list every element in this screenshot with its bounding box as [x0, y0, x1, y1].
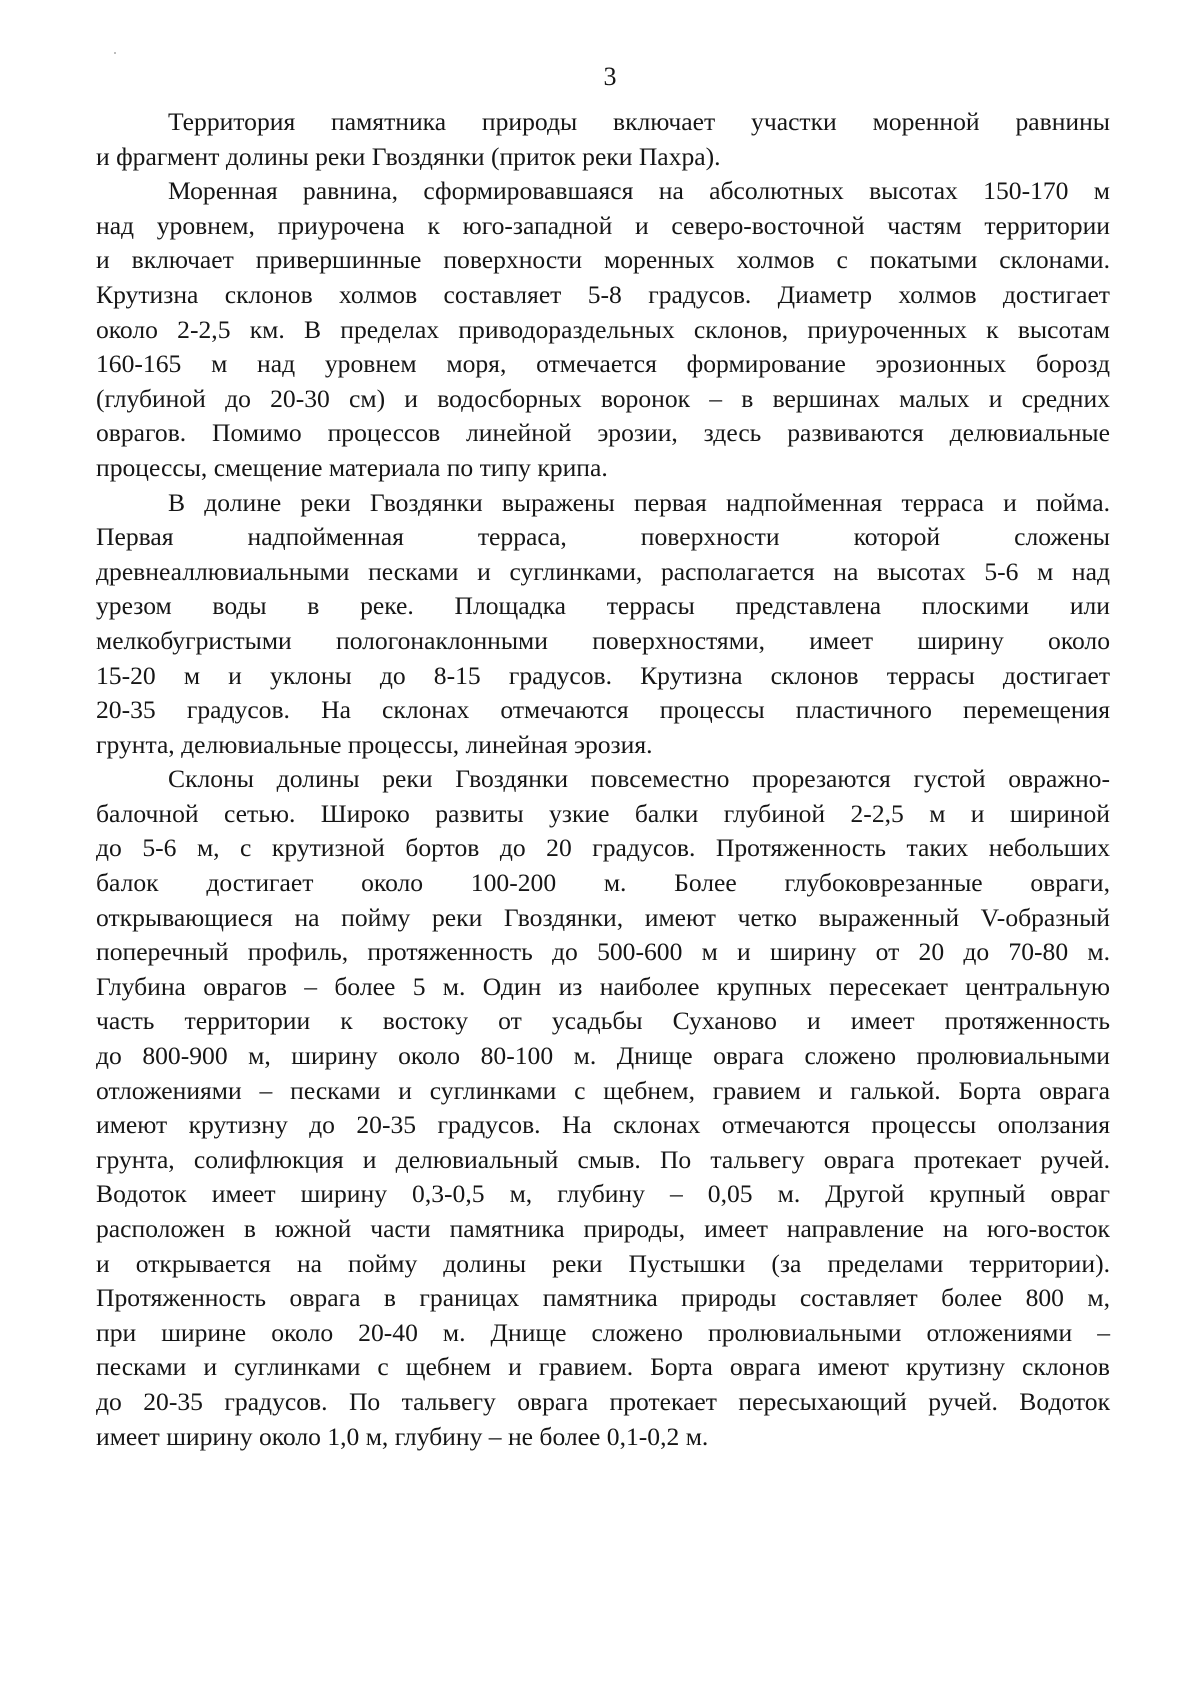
- text-line: Территория памятника природы включает участки моренной равнины: [168, 107, 1110, 136]
- paragraph-1: [96, 105, 1110, 174]
- text-line: грунта, делювиальные процессы, линейная эрозия.: [96, 729, 653, 759]
- scan-speck: [114, 52, 116, 54]
- text-line: около 2-2,5 км. В пределах приводораздельных склонов, приуроченных к высотам: [96, 314, 1110, 344]
- text-line: имеют крутизну до 20-35 градусов. На склонах отмечаются процессы оползания: [96, 1110, 1110, 1140]
- paragraph-4: [96, 762, 1110, 1454]
- text-line: часть территории к востоку от усадьбы Суханово и имеет протяженность: [96, 1006, 1110, 1036]
- text-line: отложениями – песками и суглинками с щебнем, гравием и галькой. Борта оврага: [96, 1075, 1110, 1105]
- text-line: Первая надпойменная терраса, поверхности которой сложены: [96, 522, 1110, 552]
- text-line: В долине реки Гвоздянки выражены первая надпойменная терраса и пойма.: [168, 487, 1110, 517]
- text-line: над уровнем, приурочена к юго-западной и северо-восточной частям территории: [96, 210, 1110, 240]
- page-number: 3: [603, 62, 617, 91]
- text-line: балочной сетью. Широко развиты узкие балки глубиной 2-2,5 м и шириной: [96, 798, 1110, 828]
- text-line: древнеаллювиальными песками и суглинками, располагается на высотах 5-6 м над: [96, 556, 1110, 586]
- text-line: (глубиной до 20-30 см) и водосборных воронок – в вершинах малых и средних: [96, 383, 1110, 413]
- text-line: процессы, смещение материала по типу крипа.: [96, 452, 608, 482]
- text-line: Протяженность оврага в границах памятника природы составляет более 800 м,: [96, 1283, 1110, 1313]
- text-line: песками и суглинками с щебнем и гравием. Борта оврага имеют крутизну склонов: [96, 1352, 1110, 1382]
- text-line: до 20-35 градусов. По тальвегу оврага протекает пересыхающий ручей. Водоток: [96, 1386, 1110, 1416]
- text-line: 160-165 м над уровнем моря, отмечается формирование эрозионных борозд: [96, 349, 1110, 379]
- text-line: поперечный профиль, протяженность до 500-600 м и ширину от 20 до 70-80 м.: [96, 937, 1110, 967]
- text-line: оврагов. Помимо процессов линейной эрозии, здесь развиваются делювиальные: [96, 418, 1110, 448]
- text-line: грунта, солифлюкция и делювиальный смыв. По тальвегу оврага протекает ручей.: [96, 1144, 1110, 1174]
- text-line: имеет ширину около 1,0 м, глубину – не более 0,1-0,2 м.: [96, 1421, 709, 1451]
- paragraph-3: [96, 486, 1110, 763]
- document-body: [96, 105, 1110, 1454]
- paragraph-2: [96, 174, 1110, 485]
- text-line: Склоны долины реки Гвоздянки повсеместно прорезаются густой овражно-: [168, 764, 1110, 794]
- text-line: 20-35 градусов. На склонах отмечаются процессы пластичного перемещения: [96, 695, 1110, 725]
- text-line: урезом воды в реке. Площадка террасы представлена плоскими или: [96, 591, 1110, 621]
- text-line: Моренная равнина, сформировавшаяся на абсолютных высотах 150-170 м: [168, 176, 1110, 206]
- text-line: Крутизна склонов холмов составляет 5-8 градусов. Диаметр холмов достигает: [96, 279, 1110, 309]
- text-line: 15-20 м и уклоны до 8-15 градусов. Крутизна склонов террасы достигает: [96, 660, 1110, 690]
- text-line: Глубина оврагов – более 5 м. Один из наиболее крупных пересекает центральную: [96, 971, 1110, 1001]
- text-line: открывающиеся на пойму реки Гвоздянки, имеют четко выраженный V-образный: [96, 902, 1110, 932]
- text-line: Водоток имеет ширину 0,3-0,5 м, глубину – 0,05 м. Другой крупный овраг: [96, 1179, 1110, 1209]
- text-line: и фрагмент долины реки Гвоздянки (приток реки Пахра).: [96, 141, 721, 171]
- text-line: до 5-6 м, с крутизной бортов до 20 градусов. Протяженность таких небольших: [96, 833, 1110, 863]
- text-line: до 800-900 м, ширину около 80-100 м. Днище оврага сложено пролювиальными: [96, 1041, 1110, 1071]
- text-line: мелкобугристыми пологонаклонными поверхностями, имеет ширину около: [96, 625, 1110, 655]
- text-line: балок достигает около 100-200 м. Более глубоковрезанные овраги,: [96, 868, 1110, 898]
- text-line: и открывается на пойму долины реки Пустышки (за пределами территории).: [96, 1248, 1110, 1278]
- text-line: и включает привершинные поверхности моренных холмов с покатыми склонами.: [96, 245, 1110, 275]
- text-line: расположен в южной части памятника природы, имеет направление на юго-восток: [96, 1214, 1110, 1243]
- text-line: при ширине около 20-40 м. Днище сложено пролювиальными отложениями –: [96, 1317, 1110, 1347]
